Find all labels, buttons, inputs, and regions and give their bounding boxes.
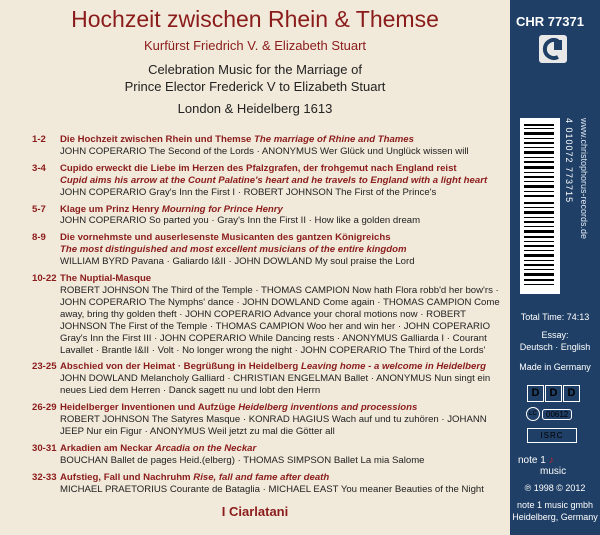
track-title: Arkadien am Neckar <box>60 442 153 454</box>
track-works: BOUCHAN Ballet de pages Heid.(elberg) · THOMAS SIMPSON Ballet La mia Salome <box>60 454 425 466</box>
track-heading <box>60 472 502 484</box>
track-works: ROBERT JOHNSON The Third of the Temple · THOMAS CAMPION Now hath Flora robb'd her bow'rs · JOHN COPERARIO The Nymphs' dance · JOHN DOWLAND Come again · THOMAS CAMPION Come away, bring thy golden theft · JOHN COPERARIO Advance your choral motions now · ROBERT JOHNSON The First of the Temple · THOMAS CAMPION Woo her and win her · JOHN COPERARIO Gray's Inn the First III · JOHN COPERARIO While Dancing rests · ANONYMUS Galliarda I · Courant Lavallet · Brantle I&II · Volt · No longer wrong the night · JOHN COPERARIO The Third of the Lords' <box>60 284 500 356</box>
track-title-english: Leaving home - a welcome in Heidelberg <box>300 361 486 373</box>
note1-logo-b: music <box>540 466 567 477</box>
company: note 1 music gmbh <box>516 500 594 510</box>
track-heading <box>60 232 502 256</box>
track-title-english: Mourning for Prince Henry <box>161 203 283 215</box>
website-url: www.christophorus-records.de <box>579 118 589 240</box>
track-group <box>32 163 502 199</box>
track-list <box>32 134 502 500</box>
track-title: Cupido erweckt die Liebe im Herzen des Pfalzgrafen, der frohgemut nach England reist <box>60 162 457 174</box>
track-title-english: Cupid aims his arrow at the Count Palatine's heart and he travels to England with a light heart <box>60 174 488 186</box>
track-number: 8-9 <box>32 232 46 244</box>
album-subtitle: Kurfürst Friedrich V. & Elizabeth Stuart <box>143 38 367 53</box>
barcode-digits-wrap <box>563 118 575 294</box>
essay-label: Essay: <box>541 330 569 340</box>
track-title-english: Arcadia on the Neckar <box>154 442 257 454</box>
lc-number: 00612 <box>542 409 572 420</box>
track-works: ROBERT JOHNSON The Satyres Masque · KONRAD HAGIUS Wach auf und tu zuhören · JOHANN JEEP Nur ein Figur · ANONYMUS Weil jetzt zu mal die Götter all <box>60 414 487 437</box>
track-heading <box>60 361 502 373</box>
copyright: ℗ 1998 © 2012 <box>524 483 586 493</box>
track-works: JOHN COPERARIO Gray's Inn the First I · ROBERT JOHNSON The First of the Prince's <box>60 186 437 198</box>
description-line-2: Prince Elector Frederick V to Elizabeth Stuart <box>124 79 386 94</box>
track-group <box>32 273 502 356</box>
track-heading <box>60 402 502 414</box>
track-title-english: The most distinguished and most excellent musicians of the entire kingdom <box>60 244 407 256</box>
track-works: JOHN COPERARIO So parted you · Gray's Inn the First II · How like a golden dream <box>60 215 421 227</box>
track-heading <box>60 443 502 455</box>
track-title-english: Heidelberg inventions and processions <box>238 402 418 414</box>
track-heading <box>60 273 502 285</box>
track-heading <box>60 204 502 216</box>
track-heading <box>60 134 502 146</box>
note1-logo <box>518 455 566 477</box>
track-title-english: The marriage of Rhine and Thames <box>254 134 414 145</box>
track-group <box>32 443 502 467</box>
track-group <box>32 402 502 438</box>
track-title: Die vornehmste und auserlesenste Musicanten des gantzen Königreichs <box>60 232 391 244</box>
track-works: JOHN DOWLAND Melancholy Galliard · CHRISTIAN ENGELMAN Ballet · ANONYMUS Nun singt ein neues Lied dem Herren · Danck sagett nu und lobt den Herrn <box>60 373 491 397</box>
track-title: Klage um Prinz Henry <box>60 203 160 215</box>
track-title: Heidelberger Inventionen und Aufzüge <box>60 402 236 414</box>
made-in: Made in Germany <box>519 362 591 372</box>
track-number: 30-31 <box>32 442 57 454</box>
track-number: 23-25 <box>32 361 57 373</box>
label-code <box>526 407 572 421</box>
track-number: 10-22 <box>32 273 57 285</box>
lc-label: LC <box>526 407 540 421</box>
place-and-year: London & Heidelberg 1613 <box>177 101 333 116</box>
track-number: 26-29 <box>32 402 57 414</box>
track-number: 1-2 <box>32 134 46 145</box>
note1-logo-a: note 1 <box>518 455 546 466</box>
essay-languages: Deutsch · English <box>519 342 591 352</box>
total-time: Total Time: 74:13 <box>520 312 590 322</box>
track-group <box>32 134 502 158</box>
track-title: The Nuptial-Masque <box>60 273 152 285</box>
track-works: WILLIAM BYRD Pavana · Galiardo I&II · JOHN DOWLAND My soul praise the Lord <box>60 256 415 268</box>
track-group <box>32 232 502 268</box>
track-group <box>32 361 502 397</box>
barcode-digits: 4 010072 773715 <box>564 118 574 204</box>
track-title: Abschied von der Heimat · Begrüßung in Heidelberg <box>60 361 299 373</box>
track-heading <box>60 163 502 187</box>
isrc-badge: ISRC <box>527 428 577 443</box>
track-title: Die Hochzeit zwischen Rhein und Themse <box>60 134 252 145</box>
ddd-box-2: D <box>545 385 562 402</box>
track-group <box>32 204 502 228</box>
company-city: Heidelberg, Germany <box>512 512 598 522</box>
ddd-box-1: D <box>527 385 544 402</box>
track-works: JOHN COPERARIO The Second of the Lords · ANONYMUS Wer Glück und Unglück wissen will <box>60 145 469 157</box>
track-title: Aufstieg, Fall und Nachruhm <box>60 471 191 483</box>
barcode-icon <box>520 118 560 294</box>
track-title-english: Rise, fall and fame after death <box>193 471 330 483</box>
ensemble-name: I Ciarlatani <box>221 504 289 519</box>
track-number: 32-33 <box>32 471 57 483</box>
description-line-1: Celebration Music for the Marriage of <box>148 62 362 77</box>
note1-logo-note-icon: ♪ <box>548 455 554 466</box>
track-number: 3-4 <box>32 162 46 174</box>
christophorus-logo-icon <box>538 34 568 64</box>
track-number: 5-7 <box>32 203 46 215</box>
track-group <box>32 472 502 496</box>
website-wrap <box>578 118 590 294</box>
track-works: MICHAEL PRAETORIUS Courante de Bataglia · MICHAEL EAST You meaner Beauties of the Night <box>60 483 484 495</box>
ddd-code <box>527 385 580 402</box>
album-title: Hochzeit zwischen Rhein & Themse <box>71 6 439 32</box>
catalog-number: CHR 77371 <box>516 14 584 29</box>
ddd-box-3: D <box>563 385 580 402</box>
